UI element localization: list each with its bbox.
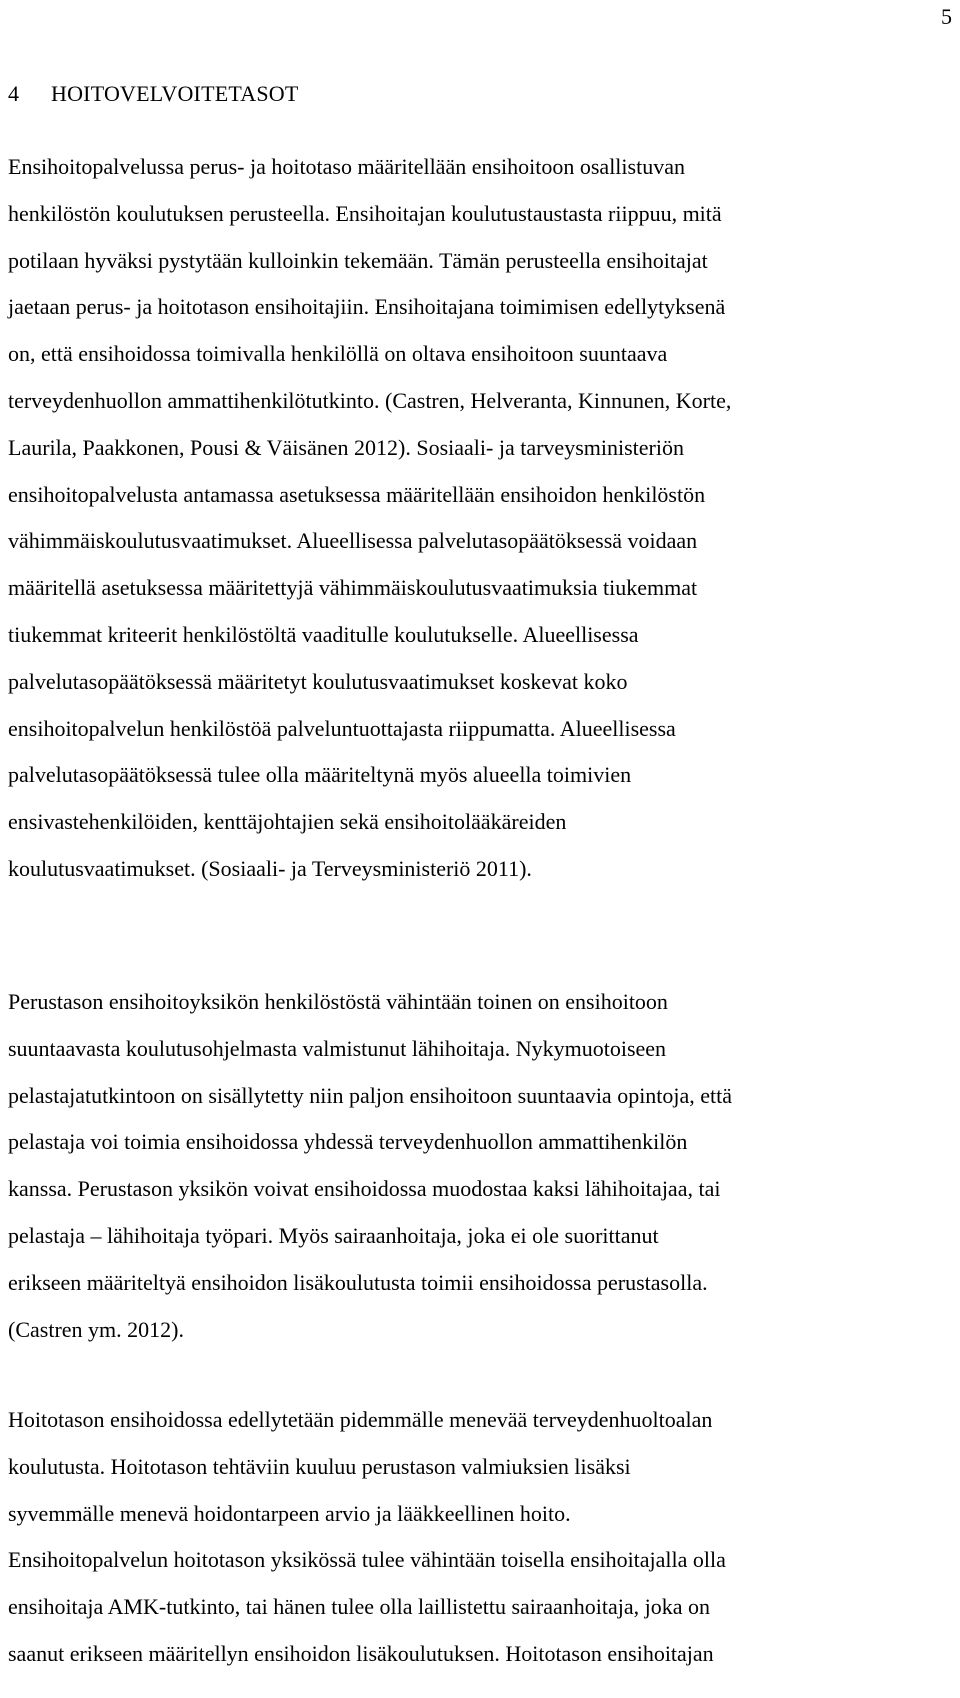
text-line: erikseen määriteltyä ensihoidon lisäkoulutusta toimii ensihoidossa perustasolla. [8,1269,708,1295]
section-number: 4 [8,81,20,106]
text-line: on, että ensihoidossa toimivalla henkilöllä on oltava ensihoitoon suuntaava [8,341,668,367]
text-line: syvemmälle menevä hoidontarpeen arvio ja lääkkeellinen hoito. [8,1500,571,1526]
text-line: palvelutasopäätöksessä tulee olla määriteltynä myös alueella toimivien [8,762,632,788]
text-line: pelastaja – lähihoitaja työpari. Myös sairaanhoitaja, joka ei ole suorittanut [8,1222,659,1248]
paragraph-2 [8,979,954,1353]
text-line: pelastaja voi toimia ensihoidossa yhdessä terveydenhuollon ammattihenkilön [8,1129,688,1155]
text-line: palvelutasopäätöksessä määritetyt koulutusvaatimukset koskevat koko [8,668,628,694]
text-line: määritellä asetuksessa määritettyjä vähimmäiskoulutusvaatimuksia tiukemmat [8,575,698,601]
text-line: ensihoitaja AMK-tutkinto, tai hänen tulee olla laillistettu sairaanhoitaja, joka on [8,1594,710,1620]
section-heading [8,79,298,109]
text-line: ensihoitopalvelusta antamassa asetuksessa määritellään ensihoidon henkilöstön [8,481,706,507]
text-line: potilaan hyväksi pystytään kulloinkin tekemään. Tämän perusteella ensihoitajat [8,247,708,273]
text-line: Laurila, Paakkonen, Pousi & Väisänen 2012). Sosiaali- ja tarveysministeriön [8,434,684,460]
text-line: vähimmäiskoulutusvaatimukset. Alueellisessa palvelutasopäätöksessä voidaan [8,528,698,554]
text-line: Perustason ensihoitoyksikön henkilöstöstä vähintään toinen on ensihoitoon [8,989,668,1014]
text-line: saanut erikseen määritellyn ensihoidon lisäkoulutuksen. Hoitotason ensihoitajan [8,1640,714,1666]
paragraph-3 [8,1397,954,1678]
text-line: ensivastehenkilöiden, kenttäjohtajien sekä ensihoitolääkäreiden [8,809,567,835]
text-line: tiukemmat kriteerit henkilöstöltä vaaditulle koulutukselle. Alueellisessa [8,621,639,647]
text-line: Ensihoitopalvelun hoitotason yksikössä tulee vähintään toisella ensihoitajalla olla [8,1547,726,1573]
paragraph-1 [8,144,954,893]
text-line: Hoitotason ensihoidossa edellytetään pidemmälle menevää terveydenhuoltoalan [8,1407,713,1432]
text-line: ensihoitopalvelun henkilöstöä palveluntuottajasta riippumatta. Alueellisessa [8,715,676,741]
text-line: jaetaan perus- ja hoitotason ensihoitajiin. Ensihoitajana toimimisen edellytyksenä [8,294,726,320]
text-line: suuntaavasta koulutusohjelmasta valmistunut lähihoitaja. Nykymuotoiseen [8,1035,667,1061]
text-line: Ensihoitopalvelussa perus- ja hoitotaso määritellään ensihoitoon osallistuvan [8,154,685,179]
text-line: koulutusta. Hoitotason tehtäviin kuuluu perustason valmiuksien lisäksi [8,1453,631,1479]
text-line: (Castren ym. 2012). [8,1316,184,1342]
section-title: HOITOVELVOITETASOT [51,81,299,106]
text-line: terveydenhuollon ammattihenkilötutkinto. (Castren, Helveranta, Kinnunen, Korte, [8,387,732,413]
page-number: 5 [941,4,952,29]
text-line: koulutusvaatimukset. (Sosiaali- ja Terveysministeriö 2011). [8,855,532,881]
text-line: kanssa. Perustason yksikön voivat ensihoidossa muodostaa kaksi lähihoitajaa, tai [8,1176,721,1202]
text-line: henkilöstön koulutuksen perusteella. Ensihoitajan koulutustaustasta riippuu, mitä [8,200,722,226]
text-line: pelastajatutkintoon on sisällytetty niin paljon ensihoitoon suuntaavia opintoja, että [8,1082,733,1108]
